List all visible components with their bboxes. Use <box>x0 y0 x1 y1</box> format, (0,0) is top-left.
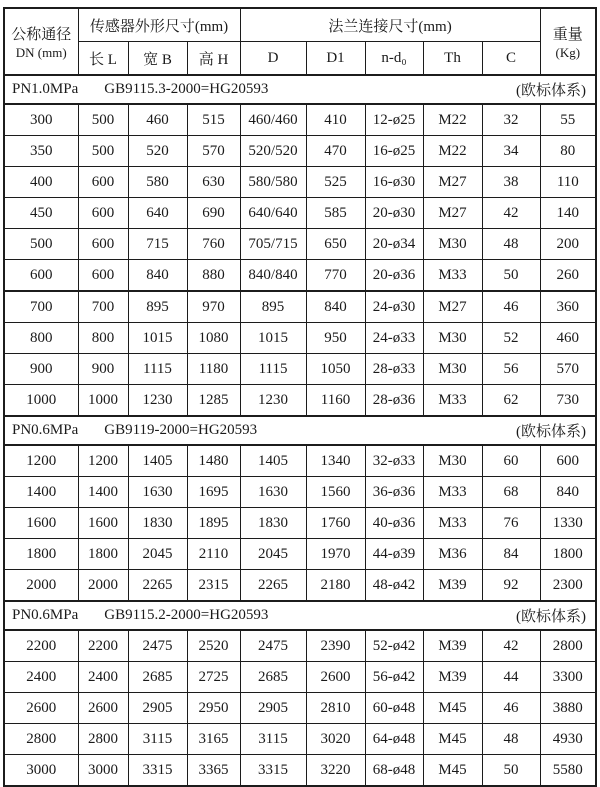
cell-r5-c3: 880 <box>187 260 240 292</box>
cell-r1-c4: 520/520 <box>240 136 306 167</box>
cell-r6-c4: 895 <box>240 291 306 323</box>
cell-r4-c9: 5580 <box>540 755 596 787</box>
cell-r7-c4: 1015 <box>240 323 306 354</box>
system-note-label: (欧标体系) <box>516 83 587 99</box>
cell-r2-c3: 1895 <box>187 508 240 539</box>
cell-r0-c4: 2475 <box>240 630 306 662</box>
header-n-d0: n-d₀ <box>365 42 423 76</box>
cell-r3-c0: 1800 <box>4 539 78 570</box>
cell-r1-c5: 470 <box>306 136 365 167</box>
data-row-dn-1600 <box>4 508 596 539</box>
cell-r0-c0: 2200 <box>4 630 78 662</box>
standard-code-label: GB9115.3-2000=HG20593 <box>104 81 269 97</box>
cell-r5-c2: 840 <box>128 260 187 292</box>
cell-r2-c6: 40-ø36 <box>365 508 423 539</box>
cell-r9-c1: 1000 <box>78 385 128 417</box>
cell-r3-c6: 20-ø30 <box>365 198 423 229</box>
header-nominal-diameter-cn: 公称通径 <box>11 26 72 43</box>
cell-r4-c7: M45 <box>423 755 482 787</box>
cell-r8-c5: 1050 <box>306 354 365 385</box>
cell-r4-c3: 760 <box>187 229 240 260</box>
system-note-label: (欧标体系) <box>516 609 587 625</box>
cell-r8-c0: 900 <box>4 354 78 385</box>
cell-r3-c0: 450 <box>4 198 78 229</box>
cell-r0-c3: 2520 <box>187 630 240 662</box>
cell-r0-c8: 42 <box>482 630 540 662</box>
cell-r3-c1: 2800 <box>78 724 128 755</box>
cell-r9-c4: 1230 <box>240 385 306 417</box>
data-row-dn-400 <box>4 167 596 198</box>
pressure-rating-label: PN0.6MPa <box>12 422 79 438</box>
cell-r0-c9: 55 <box>540 104 596 136</box>
cell-r2-c0: 1600 <box>4 508 78 539</box>
cell-r0-c1: 2200 <box>78 630 128 662</box>
cell-r2-c5: 2810 <box>306 693 365 724</box>
cell-r7-c3: 1080 <box>187 323 240 354</box>
cell-r1-c9: 80 <box>540 136 596 167</box>
cell-r3-c4: 3115 <box>240 724 306 755</box>
cell-r3-c7: M27 <box>423 198 482 229</box>
cell-r9-c5: 1160 <box>306 385 365 417</box>
cell-r2-c7: M45 <box>423 693 482 724</box>
cell-r0-c8: 60 <box>482 445 540 477</box>
cell-r4-c1: 600 <box>78 229 128 260</box>
cell-r0-c9: 2800 <box>540 630 596 662</box>
cell-r7-c5: 950 <box>306 323 365 354</box>
cell-r4-c0: 2000 <box>4 570 78 602</box>
header-width-b: 宽 B <box>128 42 187 76</box>
cell-r2-c9: 3880 <box>540 693 596 724</box>
cell-r2-c6: 60-ø48 <box>365 693 423 724</box>
cell-r3-c2: 2045 <box>128 539 187 570</box>
data-row-dn-1200 <box>4 445 596 477</box>
cell-r9-c6: 28-ø36 <box>365 385 423 417</box>
cell-r2-c0: 2600 <box>4 693 78 724</box>
data-row-dn-350 <box>4 136 596 167</box>
cell-r0-c5: 410 <box>306 104 365 136</box>
system-note-label: (欧标体系) <box>516 424 587 440</box>
cell-r2-c6: 16-ø30 <box>365 167 423 198</box>
cell-r5-c9: 260 <box>540 260 596 292</box>
data-row-dn-600 <box>4 260 596 292</box>
section-header-row-3 <box>4 601 596 630</box>
cell-r0-c4: 460/460 <box>240 104 306 136</box>
cell-r2-c2: 2905 <box>128 693 187 724</box>
cell-r3-c4: 640/640 <box>240 198 306 229</box>
cell-r8-c7: M30 <box>423 354 482 385</box>
cell-r4-c6: 68-ø48 <box>365 755 423 787</box>
cell-r5-c7: M33 <box>423 260 482 292</box>
cell-r4-c3: 2315 <box>187 570 240 602</box>
cell-r3-c9: 140 <box>540 198 596 229</box>
cell-r0-c0: 300 <box>4 104 78 136</box>
cell-r9-c2: 1230 <box>128 385 187 417</box>
cell-r4-c8: 92 <box>482 570 540 602</box>
cell-r4-c7: M39 <box>423 570 482 602</box>
cell-r1-c1: 1400 <box>78 477 128 508</box>
cell-r8-c9: 570 <box>540 354 596 385</box>
data-row-dn-900 <box>4 354 596 385</box>
header-height-h: 高 H <box>187 42 240 76</box>
cell-r4-c5: 2180 <box>306 570 365 602</box>
cell-r5-c8: 50 <box>482 260 540 292</box>
header-nominal-diameter-unit: DN (mm) <box>15 44 67 60</box>
cell-r1-c2: 2685 <box>128 662 187 693</box>
cell-r0-c8: 32 <box>482 104 540 136</box>
data-row-dn-3000 <box>4 755 596 787</box>
data-row-dn-2600 <box>4 693 596 724</box>
header-length-l: 长 L <box>78 42 128 76</box>
cell-r0-c2: 460 <box>128 104 187 136</box>
cell-r1-c7: M39 <box>423 662 482 693</box>
cell-r0-c3: 515 <box>187 104 240 136</box>
cell-r1-c8: 68 <box>482 477 540 508</box>
cell-r2-c9: 110 <box>540 167 596 198</box>
cell-r0-c1: 500 <box>78 104 128 136</box>
cell-r4-c4: 705/715 <box>240 229 306 260</box>
cell-r3-c1: 1800 <box>78 539 128 570</box>
data-row-dn-2400 <box>4 662 596 693</box>
cell-r0-c5: 2390 <box>306 630 365 662</box>
cell-r3-c7: M45 <box>423 724 482 755</box>
cell-r4-c1: 2000 <box>78 570 128 602</box>
cell-r1-c1: 500 <box>78 136 128 167</box>
cell-r4-c2: 2265 <box>128 570 187 602</box>
cell-r2-c5: 1760 <box>306 508 365 539</box>
cell-r6-c5: 840 <box>306 291 365 323</box>
header-weight <box>540 8 596 75</box>
cell-r9-c7: M33 <box>423 385 482 417</box>
cell-r4-c2: 3315 <box>128 755 187 787</box>
cell-r0-c5: 1340 <box>306 445 365 477</box>
cell-r3-c4: 2045 <box>240 539 306 570</box>
standard-code-label: GB9115.2-2000=HG20593 <box>104 607 269 623</box>
data-row-dn-450 <box>4 198 596 229</box>
cell-r0-c2: 2475 <box>128 630 187 662</box>
cell-r3-c3: 3165 <box>187 724 240 755</box>
cell-r7-c9: 460 <box>540 323 596 354</box>
cell-r1-c6: 16-ø25 <box>365 136 423 167</box>
data-row-dn-800 <box>4 323 596 354</box>
cell-r4-c8: 50 <box>482 755 540 787</box>
data-row-dn-300 <box>4 104 596 136</box>
cell-r0-c2: 1405 <box>128 445 187 477</box>
cell-r3-c0: 2800 <box>4 724 78 755</box>
table-header <box>4 8 596 75</box>
cell-r5-c5: 770 <box>306 260 365 292</box>
cell-r8-c8: 56 <box>482 354 540 385</box>
cell-r1-c2: 520 <box>128 136 187 167</box>
cell-r1-c8: 34 <box>482 136 540 167</box>
header-nominal-diameter <box>4 8 78 75</box>
cell-r1-c7: M33 <box>423 477 482 508</box>
cell-r3-c2: 640 <box>128 198 187 229</box>
cell-r3-c3: 690 <box>187 198 240 229</box>
cell-r2-c4: 580/580 <box>240 167 306 198</box>
section-header-cell <box>4 75 596 104</box>
standard-code-label: GB9119-2000=HG20593 <box>104 422 258 438</box>
cell-r1-c6: 36-ø36 <box>365 477 423 508</box>
cell-r4-c0: 500 <box>4 229 78 260</box>
cell-r2-c2: 580 <box>128 167 187 198</box>
section-header-row-1 <box>4 75 596 104</box>
cell-r1-c8: 44 <box>482 662 540 693</box>
cell-r3-c2: 3115 <box>128 724 187 755</box>
cell-r4-c5: 650 <box>306 229 365 260</box>
cell-r7-c0: 800 <box>4 323 78 354</box>
data-row-dn-2000 <box>4 570 596 602</box>
cell-r3-c7: M36 <box>423 539 482 570</box>
cell-r2-c0: 400 <box>4 167 78 198</box>
cell-r9-c0: 1000 <box>4 385 78 417</box>
cell-r3-c9: 4930 <box>540 724 596 755</box>
cell-r0-c9: 600 <box>540 445 596 477</box>
cell-r5-c0: 600 <box>4 260 78 292</box>
cell-r1-c6: 56-ø42 <box>365 662 423 693</box>
cell-r7-c6: 24-ø33 <box>365 323 423 354</box>
header-weight-unit: (Kg) <box>555 44 581 60</box>
cell-r1-c9: 840 <box>540 477 596 508</box>
cell-r4-c5: 3220 <box>306 755 365 787</box>
data-row-dn-500 <box>4 229 596 260</box>
cell-r2-c8: 46 <box>482 693 540 724</box>
cell-r6-c8: 46 <box>482 291 540 323</box>
cell-r4-c4: 2265 <box>240 570 306 602</box>
cell-r2-c4: 2905 <box>240 693 306 724</box>
data-row-dn-1800 <box>4 539 596 570</box>
cell-r0-c3: 1480 <box>187 445 240 477</box>
cell-r4-c9: 2300 <box>540 570 596 602</box>
cell-r2-c1: 1600 <box>78 508 128 539</box>
cell-r0-c7: M30 <box>423 445 482 477</box>
cell-r0-c1: 1200 <box>78 445 128 477</box>
cell-r4-c4: 3315 <box>240 755 306 787</box>
cell-r8-c6: 28-ø33 <box>365 354 423 385</box>
cell-r5-c1: 600 <box>78 260 128 292</box>
cell-r4-c9: 200 <box>540 229 596 260</box>
cell-r2-c5: 525 <box>306 167 365 198</box>
header-flange-dimensions-group: 法兰连接尺寸(mm) <box>240 8 540 42</box>
cell-r2-c1: 600 <box>78 167 128 198</box>
data-row-dn-1400 <box>4 477 596 508</box>
cell-r4-c8: 48 <box>482 229 540 260</box>
cell-r5-c6: 20-ø36 <box>365 260 423 292</box>
cell-r6-c9: 360 <box>540 291 596 323</box>
cell-r7-c1: 800 <box>78 323 128 354</box>
cell-r2-c3: 630 <box>187 167 240 198</box>
section-header-cell <box>4 416 596 445</box>
cell-r1-c3: 570 <box>187 136 240 167</box>
cell-r1-c0: 2400 <box>4 662 78 693</box>
cell-r1-c5: 1560 <box>306 477 365 508</box>
cell-r4-c1: 3000 <box>78 755 128 787</box>
cell-r1-c0: 1400 <box>4 477 78 508</box>
pressure-rating-label: PN1.0MPa <box>12 81 79 97</box>
cell-r6-c3: 970 <box>187 291 240 323</box>
header-c: C <box>482 42 540 76</box>
cell-r1-c5: 2600 <box>306 662 365 693</box>
pressure-rating-label: PN0.6MPa <box>12 607 79 623</box>
cell-r8-c3: 1180 <box>187 354 240 385</box>
cell-r4-c6: 20-ø34 <box>365 229 423 260</box>
cell-r5-c4: 840/840 <box>240 260 306 292</box>
cell-r2-c3: 2950 <box>187 693 240 724</box>
cell-r9-c9: 730 <box>540 385 596 417</box>
cell-r1-c2: 1630 <box>128 477 187 508</box>
cell-r8-c4: 1115 <box>240 354 306 385</box>
data-row-dn-2200 <box>4 630 596 662</box>
cell-r2-c4: 1830 <box>240 508 306 539</box>
cell-r2-c7: M33 <box>423 508 482 539</box>
cell-r2-c1: 2600 <box>78 693 128 724</box>
cell-r4-c0: 3000 <box>4 755 78 787</box>
cell-r3-c5: 3020 <box>306 724 365 755</box>
cell-r6-c0: 700 <box>4 291 78 323</box>
cell-r0-c0: 1200 <box>4 445 78 477</box>
cell-r4-c6: 48-ø42 <box>365 570 423 602</box>
cell-r0-c4: 1405 <box>240 445 306 477</box>
cell-r2-c8: 76 <box>482 508 540 539</box>
section-header-cell <box>4 601 596 630</box>
cell-r1-c3: 1695 <box>187 477 240 508</box>
cell-r3-c8: 42 <box>482 198 540 229</box>
data-row-dn-1000 <box>4 385 596 417</box>
cell-r8-c2: 1115 <box>128 354 187 385</box>
cell-r2-c2: 1830 <box>128 508 187 539</box>
section-header-row-2 <box>4 416 596 445</box>
cell-r3-c6: 44-ø39 <box>365 539 423 570</box>
cell-r4-c7: M30 <box>423 229 482 260</box>
cell-r6-c1: 700 <box>78 291 128 323</box>
cell-r0-c7: M39 <box>423 630 482 662</box>
spec-table-body <box>4 75 596 786</box>
cell-r4-c3: 3365 <box>187 755 240 787</box>
cell-r7-c7: M30 <box>423 323 482 354</box>
cell-r3-c5: 1970 <box>306 539 365 570</box>
cell-r3-c8: 84 <box>482 539 540 570</box>
header-sensor-dimensions-group: 传感器外形尺寸(mm) <box>78 8 240 42</box>
cell-r3-c1: 600 <box>78 198 128 229</box>
cell-r6-c7: M27 <box>423 291 482 323</box>
header-weight-cn: 重量 <box>552 26 583 43</box>
cell-r3-c8: 48 <box>482 724 540 755</box>
cell-r0-c6: 52-ø42 <box>365 630 423 662</box>
cell-r9-c8: 62 <box>482 385 540 417</box>
cell-r1-c0: 350 <box>4 136 78 167</box>
cell-r1-c4: 1630 <box>240 477 306 508</box>
cell-r1-c1: 2400 <box>78 662 128 693</box>
header-th: Th <box>423 42 482 76</box>
cell-r3-c5: 585 <box>306 198 365 229</box>
cell-r4-c2: 715 <box>128 229 187 260</box>
data-row-dn-2800 <box>4 724 596 755</box>
cell-r2-c9: 1330 <box>540 508 596 539</box>
cell-r1-c9: 3300 <box>540 662 596 693</box>
cell-r6-c6: 24-ø30 <box>365 291 423 323</box>
flange-dimension-table <box>3 7 597 787</box>
cell-r7-c8: 52 <box>482 323 540 354</box>
cell-r1-c4: 2685 <box>240 662 306 693</box>
cell-r0-c7: M22 <box>423 104 482 136</box>
header-d1: D1 <box>306 42 365 76</box>
cell-r1-c3: 2725 <box>187 662 240 693</box>
cell-r0-c6: 32-ø33 <box>365 445 423 477</box>
cell-r9-c3: 1285 <box>187 385 240 417</box>
cell-r1-c7: M22 <box>423 136 482 167</box>
cell-r3-c6: 64-ø48 <box>365 724 423 755</box>
data-row-dn-700 <box>4 291 596 323</box>
cell-r3-c3: 2110 <box>187 539 240 570</box>
header-d: D <box>240 42 306 76</box>
cell-r2-c7: M27 <box>423 167 482 198</box>
cell-r8-c1: 900 <box>78 354 128 385</box>
cell-r7-c2: 1015 <box>128 323 187 354</box>
cell-r0-c6: 12-ø25 <box>365 104 423 136</box>
cell-r3-c9: 1800 <box>540 539 596 570</box>
cell-r6-c2: 895 <box>128 291 187 323</box>
cell-r2-c8: 38 <box>482 167 540 198</box>
